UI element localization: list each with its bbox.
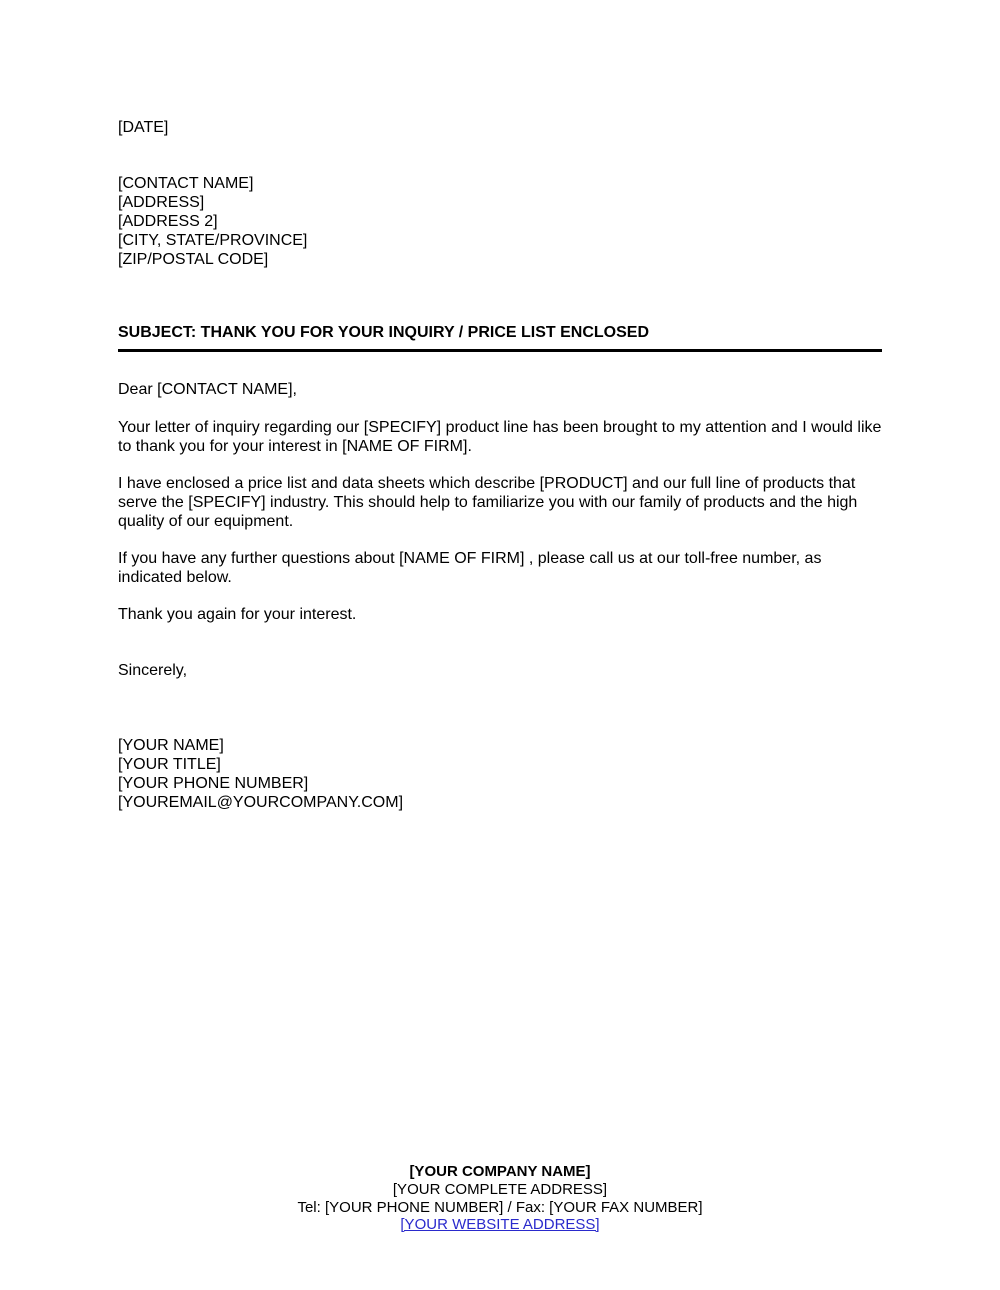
signature-name: [YOUR NAME] — [118, 737, 224, 754]
paragraph-questions: If you have any further questions about [NAME OF FIRM] , please call us at our toll-free number, as indicated below. — [118, 550, 822, 586]
letter-subject: SUBJECT: THANK YOU FOR YOUR INQUIRY / PRICE LIST ENCLOSED — [118, 324, 650, 341]
recipient-address: [ADDRESS] — [118, 194, 205, 211]
paragraph-enclosed: I have enclosed a price list and data sheets which describe [PRODUCT] and our full line of products that serve the [SPECIFY] industry. This should help to familiarize you with our family of products and the high quality of our equipment. — [118, 475, 858, 530]
recipient-zip: [ZIP/POSTAL CODE] — [118, 251, 269, 268]
paragraph-inquiry: Your letter of inquiry regarding our [SPECIFY] product line has been brought to my attention and I would like to thank you for your interest in [NAME OF FIRM]. — [118, 419, 882, 455]
letter-date: [DATE] — [118, 119, 169, 136]
signature-email: [YOUREMAIL@YOURCOMPANY.COM] — [118, 794, 404, 811]
recipient-address-2: [ADDRESS 2] — [118, 213, 218, 230]
footer-website-row — [0, 1216, 1000, 1234]
recipient-city: [CITY, STATE/PROVINCE] — [118, 232, 308, 249]
closing: Sincerely, — [118, 662, 188, 679]
footer-address: [YOUR COMPLETE ADDRESS] — [392, 1181, 608, 1198]
recipient-name: [CONTACT NAME] — [118, 175, 254, 192]
signature-phone: [YOUR PHONE NUMBER] — [118, 775, 309, 792]
salutation: Dear [CONTACT NAME], — [118, 381, 297, 398]
paragraph-thanks: Thank you again for your interest. — [118, 606, 357, 623]
subject-divider — [118, 349, 882, 352]
signature-title: [YOUR TITLE] — [118, 756, 221, 773]
footer-contact: Tel: [YOUR PHONE NUMBER] / Fax: [YOUR FAX NUMBER] — [297, 1199, 703, 1216]
footer-website-link[interactable]: [YOUR WEBSITE ADDRESS] — [400, 1216, 600, 1233]
footer-company-name: [YOUR COMPANY NAME] — [409, 1163, 591, 1180]
